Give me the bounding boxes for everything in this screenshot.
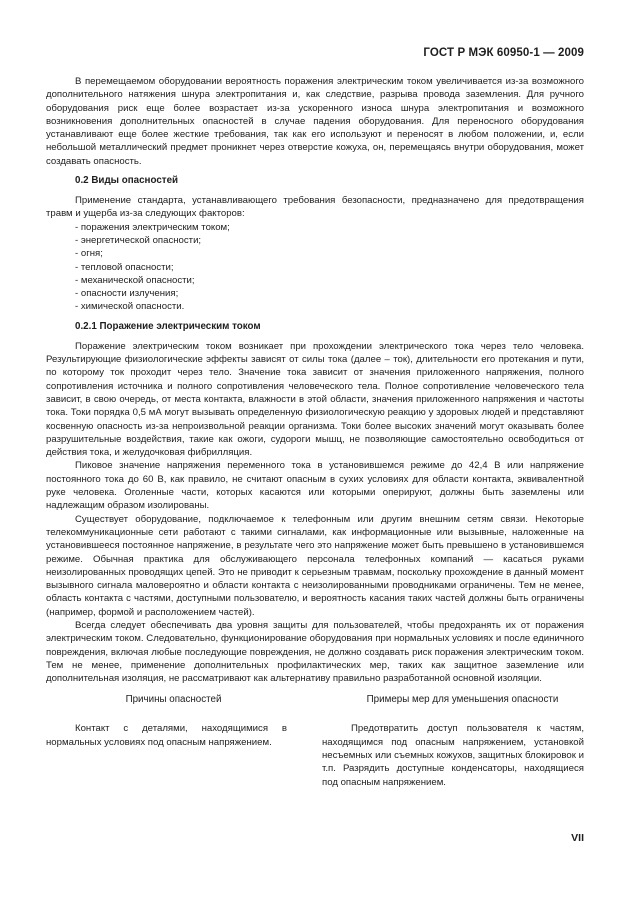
hazard-measures-table bbox=[46, 693, 584, 788]
list-item: - механической опасности; bbox=[75, 274, 195, 286]
paragraph-portable-equipment: В перемещаемом оборудовании вероятность поражения электрическим током увеличивается из-за возможного дополнительного натяжения шнура электропитания и, как следствие, разрыва провода заземления. Для ручного оборудования риск еще более возрастает из-за ускоренного износа шнура электропитания и возможного возникновения дополнительных опасностей в случае падения оборудования. Для переносного оборудования устанавливают еще более жесткие требования, так как его используют и переносят в любом положении, и, если небольшой металлический предмет проникнет через отверстие кожуха, он, перемещаясь внутри оборудования, может создавать опасность. bbox=[46, 76, 584, 167]
table-row bbox=[46, 722, 584, 788]
paragraph-protection-levels: Всегда следует обеспечивать два уровня защиты для пользователей, чтобы предохранять их от поражения электрическим током. Следовательно, функционирование оборудования при нормальных условиях и после единичного повреждения, включая любые последующие повреждения, не должно создавать риск поражения электрическим током. Тем не менее, применение дополнительных профилактических мер, таких как защитное заземление или дополнительная изоляция, не рассматривают как альтернативу правильно разработанной основной изоляции. bbox=[46, 619, 584, 685]
standard-header: ГОСТ Р МЭК 60950-1 — 2009 bbox=[423, 47, 584, 59]
page-number: VII bbox=[571, 832, 584, 844]
list-item: - энергетической опасности; bbox=[75, 234, 202, 246]
list-item: - огня; bbox=[75, 248, 103, 260]
section-heading-hazard-types: 0.2 Виды опасностей bbox=[75, 175, 179, 187]
list-item: - поражения электрическим током; bbox=[75, 221, 230, 233]
table-header-row bbox=[46, 693, 584, 706]
section-heading-electric-shock: 0.2.1 Поражение электрическим током bbox=[75, 320, 261, 332]
hazard-list bbox=[46, 221, 584, 314]
paragraph-standard-application: Применение стандарта, устанавливающего требования безопасности, предназначено для предотвращения травм и ущерба из-за следующих факторов: bbox=[46, 195, 584, 220]
table-cell-cause: Контакт с деталями, находящимися в нормальных условиях под опасным напряжением. bbox=[46, 723, 287, 748]
list-item: - тепловой опасности; bbox=[75, 261, 174, 273]
list-item: - опасности излучения; bbox=[75, 288, 179, 300]
paragraph-electric-shock: Поражение электрическим током возникает при прохождении электрического тока через тело человека. Результирующие физиологические эффекты зависят от силы тока (далее – ток), длительности его протекания и пути, по которому ток проходит через тело. Значение тока зависит от значения приложенного напряжения, полного сопротивления источника и полного сопротивления человеческого тела. Полное сопротивление человеческого тела зависит, в свою очередь, от места контакта, влажности в этой области, значения приложенного напряжения и частоты тока. Токи порядка 0,5 мА могут вызывать определенную физиологическую реакцию у здоровых людей и представляют косвенную опасность из-за непроизвольной реакции организма. Токи более высоких значений могут оказывать более разрушительные воздействия, такие как ожоги, судороги мышц, не позволяющие самостоятельно освободиться от действия тока, и желудочковая фибрилляция. bbox=[46, 340, 584, 459]
page-content bbox=[46, 75, 584, 789]
paragraph-peak-voltage: Пиковое значение напряжения переменного тока в установившемся режиме до 42,4 В или напряжение постоянного тока до 60 В, как правило, не считают опасным в сухих условиях для области контакта, эквивалентной руке человека. Оголенные части, которых касаются или которыми оперируют, должны быть заземлены или надлежащим образом изолированы. bbox=[46, 460, 584, 512]
paragraph-telecom-networks: Существует оборудование, подключаемое к телефонным или другим внешним сетям связи. Некоторые телекоммуникационные сети работают с такими сигналами, как информационные или вызывные, наложенные на установившееся постоянное напряжение, в результате чего это напряжение может быть превышено в установившемся режиме. Обычная практика для обслуживающего персонала телефонных компаний — касаться руками неизолированных проводящих цепей. Это не приводит к серьезным травмам, поскольку прохождение в данный момент вызывного сигнала маловероятно и области контакта с неизолированными проводниками ограничены. Тем не менее, область контакта с частями, доступными пользователю, и вероятность касания таких частей должны быть ограничены (например, формой и расположением частей). bbox=[46, 513, 584, 618]
list-item: - химической опасности. bbox=[75, 301, 185, 313]
column-header-causes: Причины опасностей bbox=[125, 694, 222, 706]
column-header-measures: Примеры мер для уменьшения опасности bbox=[366, 694, 559, 706]
table-cell-measure: Предотвратить доступ пользователя к частям, находящимся под опасным напряжением, установкой несъемных или съемных кожухов, защитных блокировок и т.п. Разрядить доступные конденсаторы, находящиеся под опасным напряжением. bbox=[322, 723, 584, 788]
